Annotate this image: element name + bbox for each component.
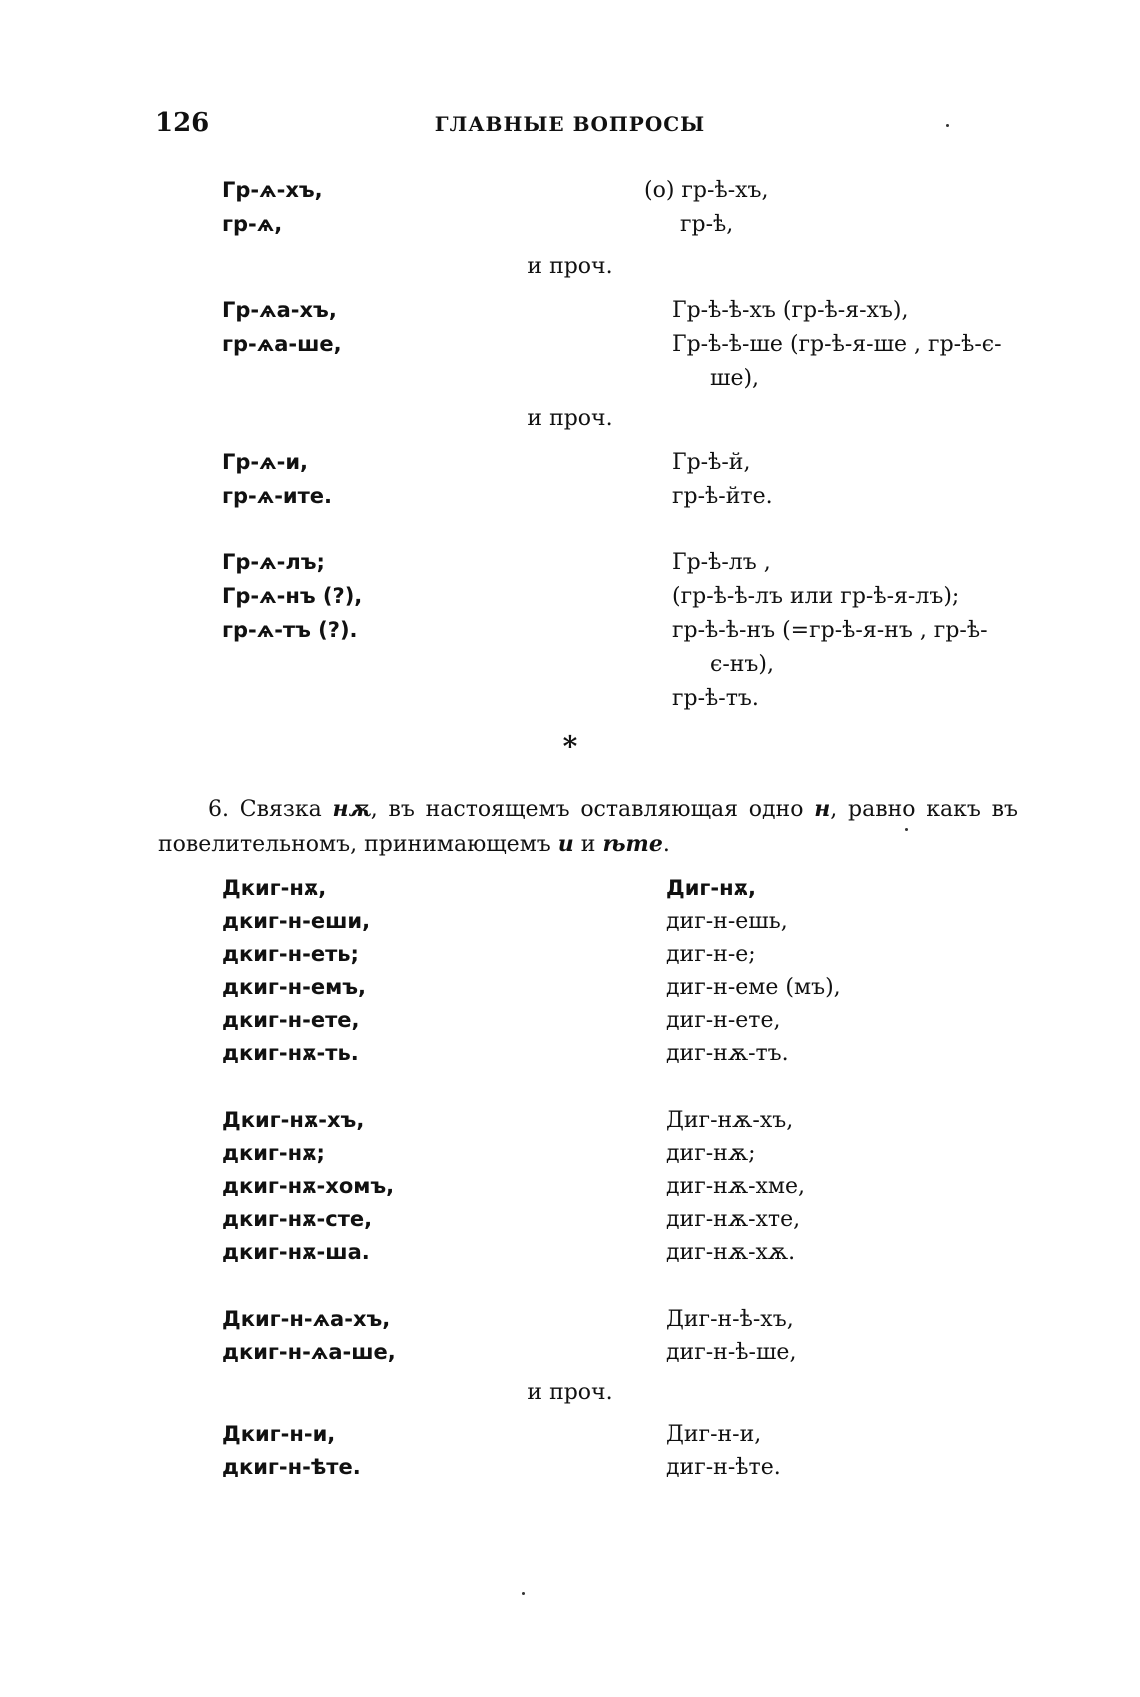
right-form: диг-нѫ-хте, <box>666 1207 801 1232</box>
right-form: гр-ѣ-йте. <box>672 484 773 509</box>
left-form: гр-ѧ-тъ (?). <box>222 618 358 642</box>
right-form: Диг-нѫ-хъ, <box>666 1108 794 1133</box>
conjugation-row <box>0 618 1140 652</box>
left-form: Дкиг-нѫ-хъ, <box>222 1108 365 1132</box>
conjugation-row <box>0 1340 1140 1374</box>
i-proch-label: и проч. <box>527 406 613 431</box>
print-speck <box>522 1592 525 1595</box>
left-form: Гр-ѧ-хъ, <box>222 178 323 202</box>
conjugation-row <box>0 1240 1140 1274</box>
left-form: гр-ѧ-ите. <box>222 484 333 508</box>
page-number: 126 <box>155 108 210 138</box>
left-form: гр-ѧа-ше, <box>222 332 342 356</box>
right-form-continuation: ше), <box>710 366 760 391</box>
section-divider-asterisk: * <box>562 730 578 763</box>
conjugation-row <box>0 652 1140 686</box>
conjugation-row <box>0 332 1140 366</box>
right-form: диг-н-ете, <box>666 1008 781 1033</box>
left-form: дкиг-н-ѣте. <box>222 1455 361 1479</box>
conjugation-row <box>0 298 1140 332</box>
right-form: диг-н-ѣте. <box>666 1455 781 1480</box>
left-form: дкиг-нѫ; <box>222 1141 325 1165</box>
paragraph-term: ѣте <box>602 831 663 857</box>
paragraph-text: . <box>662 832 670 857</box>
left-form: Гр-ѧ-нъ (?), <box>222 584 363 608</box>
right-form: Гр-ѣ-ѣ-ше (гр-ѣ-я-ше , гр-ѣ-є- <box>672 332 1002 357</box>
right-form: диг-нѫ; <box>666 1141 756 1166</box>
left-form: дкиг-н-ете, <box>222 1008 360 1032</box>
paragraph-term: и <box>557 831 574 857</box>
conjugation-row <box>0 1174 1140 1208</box>
print-speck <box>905 828 908 831</box>
conjugation-row <box>0 909 1140 943</box>
conjugation-row <box>0 1041 1140 1075</box>
section-paragraph <box>158 792 1018 862</box>
conjugation-row <box>0 484 1140 518</box>
i-proch-label: и проч. <box>527 254 613 279</box>
conjugation-row <box>0 1307 1140 1341</box>
conjugation-row <box>0 1108 1140 1142</box>
right-form: диг-н-ѣ-ше, <box>666 1340 797 1365</box>
left-form: дкиг-нѫ-сте, <box>222 1207 373 1231</box>
left-form: Гр-ѧ-и, <box>222 450 309 474</box>
conjugation-row <box>0 876 1140 910</box>
running-title: ГЛАВНЫЕ ВОПРОСЫ <box>434 112 706 136</box>
right-form: гр-ѣ-ѣ-нъ (=гр-ѣ-я-нъ , гр-ѣ- <box>672 618 988 643</box>
left-form: Дкиг-нѫ, <box>222 876 327 900</box>
right-form: Диг-н-ѣ-хъ, <box>666 1307 794 1332</box>
right-form: (гр-ѣ-ѣ-лъ или гр-ѣ-я-лъ); <box>672 584 960 609</box>
right-form: Гр-ѣ-й, <box>672 450 751 475</box>
left-form: дкиг-н-еть; <box>222 942 359 966</box>
i-proch-label: и проч. <box>527 1380 613 1405</box>
conjugation-row <box>0 550 1140 584</box>
right-form: диг-нѫ-хѫ. <box>666 1240 796 1265</box>
conjugation-row <box>0 1455 1140 1489</box>
left-form: дкиг-нѫ-хомъ, <box>222 1174 395 1198</box>
right-form: Гр-ѣ-ѣ-хъ (гр-ѣ-я-хъ), <box>672 298 909 323</box>
left-form: гр-ѧ, <box>222 212 283 236</box>
conjugation-row <box>0 584 1140 618</box>
conjugation-row <box>0 1422 1140 1456</box>
conjugation-row <box>0 366 1140 400</box>
right-form: диг-нѫ-хме, <box>666 1174 806 1199</box>
conjugation-row <box>0 1141 1140 1175</box>
conjugation-row <box>0 1207 1140 1241</box>
print-speck <box>946 124 949 127</box>
right-form: диг-нѫ-тъ. <box>666 1041 789 1066</box>
paragraph-text: , въ настоящемъ оставляющая одно <box>370 797 815 822</box>
left-form: дкиг-нѫ-ть. <box>222 1041 359 1065</box>
left-form: дкиг-н-еши, <box>222 909 371 933</box>
left-form: Дкиг-н-ѧа-хъ, <box>222 1307 391 1331</box>
right-form-continuation: є-нъ), <box>710 652 774 677</box>
conjugation-row <box>0 450 1140 484</box>
conjugation-row <box>0 212 1140 246</box>
right-form: гр-ѣ-тъ. <box>672 686 759 711</box>
left-form: дкиг-нѫ-ша. <box>222 1240 370 1264</box>
right-form: гр-ѣ, <box>680 212 734 237</box>
paragraph-term: н <box>814 796 831 822</box>
page-header <box>0 108 1140 148</box>
left-form: Гр-ѧ-лъ; <box>222 550 325 574</box>
right-form: Гр-ѣ-лъ , <box>672 550 771 575</box>
left-form: Гр-ѧа-хъ, <box>222 298 337 322</box>
right-form: Диг-н-и, <box>666 1422 762 1447</box>
conjugation-row <box>0 178 1140 212</box>
right-form: диг-н-ешь, <box>666 909 788 934</box>
paragraph-text: 6. Связка <box>208 797 333 822</box>
paragraph-text: и <box>573 832 603 857</box>
right-form: диг-н-еме (мъ), <box>666 975 841 1000</box>
conjugation-row <box>0 1008 1140 1042</box>
left-form: дкиг-н-ѧа-ше, <box>222 1340 396 1364</box>
conjugation-row <box>0 975 1140 1009</box>
right-form: Диг-нѫ, <box>666 876 757 900</box>
conjugation-row <box>0 686 1140 720</box>
left-form: дкиг-н-емъ, <box>222 975 367 999</box>
paragraph-term: нѫ <box>332 796 371 822</box>
conjugation-row <box>0 942 1140 976</box>
left-form: Дкиг-н-и, <box>222 1422 336 1446</box>
paragraph-text: , равно какъ въ повелительномъ, принимающемъ <box>158 797 1018 857</box>
right-form: диг-н-е; <box>666 942 756 967</box>
right-form: (о) гр-ѣ-хъ, <box>644 178 769 203</box>
